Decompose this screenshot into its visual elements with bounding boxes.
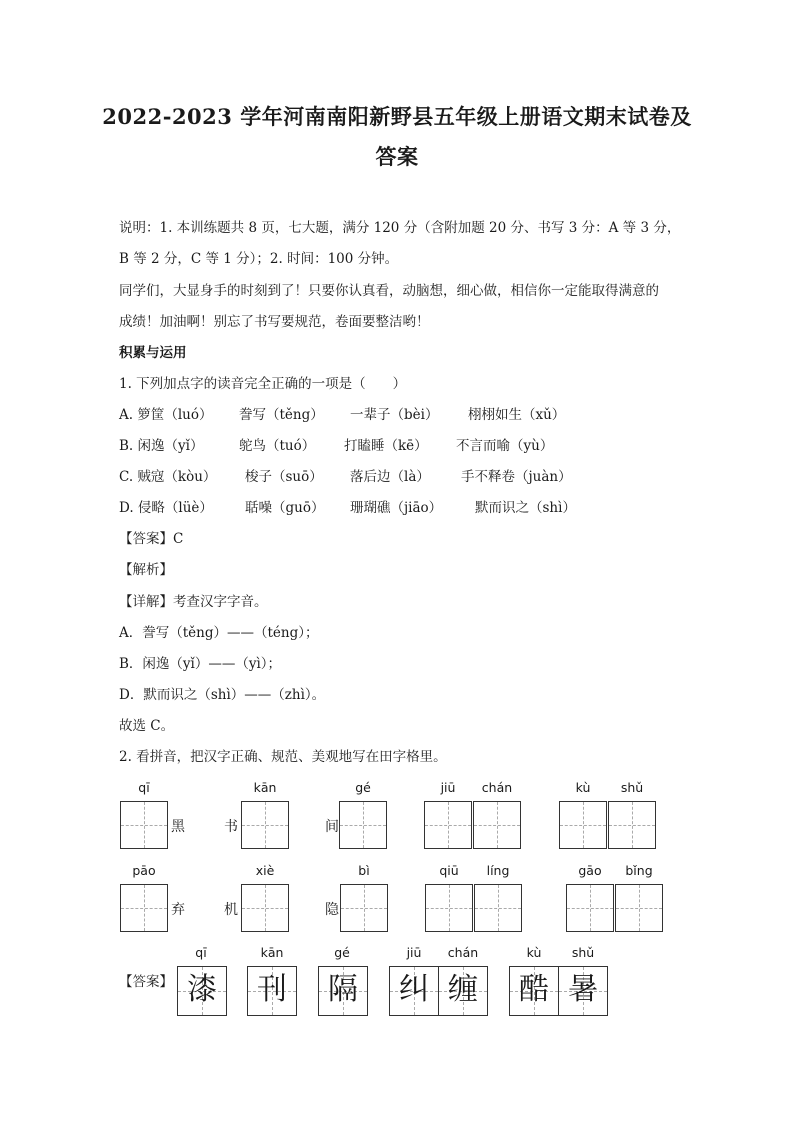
tianzige-box[interactable] xyxy=(474,884,522,932)
answer-char: 缠 xyxy=(448,972,478,1007)
option-item: 打瞌睡（kē） xyxy=(344,438,428,454)
instructions-line1: 说明：1. 本训练题共 8 页，七大题，满分 120 分（含附加题 20 分、书写 3 分：A 等 3 分， xyxy=(119,220,681,236)
answer-char: 酷 xyxy=(519,972,549,1007)
q1-analysis-label: 【解析】 xyxy=(119,562,173,578)
pinyin-label: kān xyxy=(253,780,277,795)
pinyin-label: qiū xyxy=(439,863,459,878)
q1-point-a: A．誊写（těng）——（téng）； xyxy=(119,625,319,641)
q1-stem: 1. 下列加点字的读音完全正确的一项是（ ） xyxy=(119,376,407,392)
pinyin-label: gāo xyxy=(578,863,602,878)
pinyin-label: líng xyxy=(486,863,510,878)
instructions-line2: B 等 2 分，C 等 1 分）；2. 时间：100 分钟。 xyxy=(119,251,399,267)
option-item: 默而识之（shì） xyxy=(475,500,576,516)
pinyin-label: qī xyxy=(138,780,150,795)
answer-box xyxy=(389,966,439,1016)
tianzige-box[interactable] xyxy=(241,801,289,849)
given-char: 机 xyxy=(224,902,238,918)
tianzige-box[interactable] xyxy=(339,801,387,849)
pinyin-label: kù xyxy=(526,945,542,960)
answer-char: 刊 xyxy=(257,972,287,1007)
answer-box xyxy=(438,966,488,1016)
pinyin-label: bì xyxy=(358,863,370,878)
q2-grid-row1 xyxy=(119,780,679,850)
tianzige-box[interactable] xyxy=(473,801,521,849)
q1-detail: 【详解】考查汉字字音。 xyxy=(119,594,268,610)
exam-title-line2: 答案 xyxy=(375,144,419,169)
pinyin-label: pāo xyxy=(132,863,156,878)
q1-answer: 【答案】C xyxy=(119,531,184,547)
option-item: 栩栩如生（xǔ） xyxy=(468,407,566,423)
exam-title-line1: 2022-2023 学年河南南阳新野县五年级上册语文期末试卷及 xyxy=(102,104,692,129)
tianzige-box[interactable] xyxy=(615,884,663,932)
q1-option-d xyxy=(119,498,576,518)
pinyin-label: gé xyxy=(355,780,371,795)
q1-option-b xyxy=(119,436,553,456)
q2-answer-row xyxy=(176,945,736,1015)
pinyin-label: kù xyxy=(575,780,591,795)
q1-option-c xyxy=(119,467,572,487)
q2-stem: 2. 看拼音，把汉字正确、规范、美观地写在田字格里。 xyxy=(119,749,447,765)
option-item: C. 贼寇（kòu） xyxy=(119,469,217,485)
tianzige-box[interactable] xyxy=(120,801,168,849)
answer-char: 漆 xyxy=(187,972,217,1007)
option-item: 落后边（là） xyxy=(350,469,430,485)
q2-answer-label: 【答案】 xyxy=(119,974,173,990)
encouragement-line1: 同学们，大显身手的时刻到了！只要你认真看，动脑想，细心做，相信你一定能取得满意的 xyxy=(119,283,659,299)
given-char: 黑 xyxy=(171,819,185,835)
tianzige-box[interactable] xyxy=(120,884,168,932)
answer-box xyxy=(177,966,227,1016)
answer-box xyxy=(509,966,559,1016)
answer-char: 纠 xyxy=(399,972,429,1007)
given-char: 书 xyxy=(224,819,238,835)
answer-box xyxy=(558,966,608,1016)
q1-point-d: D．默而识之（shì）——（zhì）。 xyxy=(119,687,326,703)
pinyin-label: jiū xyxy=(406,945,422,960)
option-item: 鸵鸟（tuó） xyxy=(239,438,316,454)
option-item: 誊写（těng） xyxy=(239,407,324,423)
tianzige-box[interactable] xyxy=(566,884,614,932)
option-item: 不言而喻（yù） xyxy=(456,438,554,454)
option-item: 手不释卷（juàn） xyxy=(461,469,572,485)
q1-point-b: B．闲逸（yǐ）——（yì）； xyxy=(119,656,282,672)
answer-char: 隔 xyxy=(328,972,358,1007)
option-item: B. 闲逸（yǐ） xyxy=(119,438,204,454)
option-item: 聒噪（guō） xyxy=(245,500,325,516)
pinyin-label: bǐng xyxy=(625,863,653,878)
option-item: 梭子（suō） xyxy=(245,469,323,485)
q1-option-a xyxy=(119,405,565,425)
pinyin-label: gé xyxy=(334,945,350,960)
tianzige-box[interactable] xyxy=(241,884,289,932)
pinyin-label: chán xyxy=(447,945,479,960)
pinyin-label: xiè xyxy=(255,863,275,878)
option-item: A. 箩筐（luó） xyxy=(119,407,213,423)
option-item: 珊瑚礁（jiāo） xyxy=(350,500,443,516)
tianzige-box[interactable] xyxy=(559,801,607,849)
tianzige-box[interactable] xyxy=(608,801,656,849)
answer-char: 暑 xyxy=(568,972,598,1007)
q1-conclusion: 故选 C。 xyxy=(119,718,175,734)
pinyin-label: shǔ xyxy=(620,780,644,795)
answer-box xyxy=(247,966,297,1016)
pinyin-label: shǔ xyxy=(571,945,595,960)
answer-box xyxy=(318,966,368,1016)
section-heading: 积累与运用 xyxy=(119,345,187,361)
q2-grid-row2 xyxy=(119,863,679,933)
option-item: D. 侵略（lüè） xyxy=(119,500,213,516)
pinyin-label: qī xyxy=(195,945,207,960)
tianzige-box[interactable] xyxy=(424,801,472,849)
pinyin-label: chán xyxy=(481,780,513,795)
encouragement-line2: 成绩！加油啊！别忘了书写要规范，卷面要整洁哟！ xyxy=(119,314,430,330)
tianzige-box[interactable] xyxy=(425,884,473,932)
pinyin-label: jiū xyxy=(440,780,456,795)
given-char: 间 xyxy=(325,819,339,835)
given-char: 隐 xyxy=(325,902,339,918)
tianzige-box[interactable] xyxy=(340,884,388,932)
option-item: 一辈子（bèi） xyxy=(350,407,439,423)
pinyin-label: kān xyxy=(260,945,284,960)
given-char: 弃 xyxy=(171,902,185,918)
